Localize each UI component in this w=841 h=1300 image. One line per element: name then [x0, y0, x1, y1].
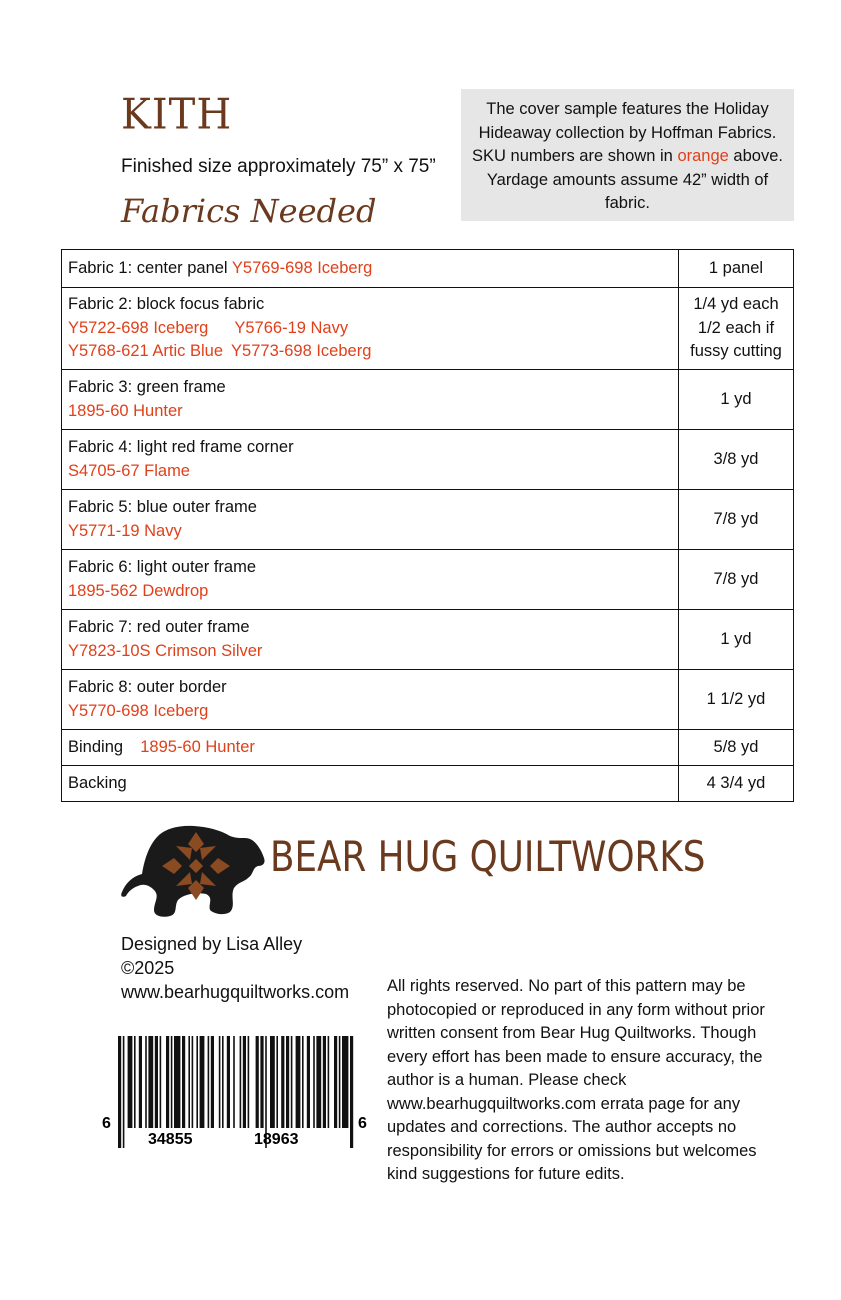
website: www.bearhugquiltworks.com	[121, 982, 350, 1002]
fabric-description	[62, 490, 679, 550]
table-row	[62, 670, 794, 730]
fabric-sku: Y5766-19 Navy	[234, 318, 349, 337]
fabric-label: Fabric 3: green frame	[68, 378, 226, 396]
bear-logo-icon	[118, 822, 268, 922]
fabric-amount: 4 3/4 yd	[679, 766, 794, 802]
credits	[121, 932, 349, 1004]
fabric-label: Fabric 4: light red frame corner	[68, 438, 294, 456]
fabric-label: Binding	[68, 737, 124, 756]
fabric-description	[62, 670, 679, 730]
fabric-note	[461, 89, 794, 221]
fabric-label: Backing	[68, 773, 127, 792]
fabric-sku: 1895-60 Hunter	[68, 401, 183, 420]
fabric-description	[62, 430, 679, 490]
fabric-amount: 1 1/2 yd	[679, 670, 794, 730]
fabric-sku: Y5722-698 Iceberg	[68, 318, 209, 337]
fabrics-heading: Fabrics Needed	[121, 192, 377, 230]
fabric-description	[62, 550, 679, 610]
table-row	[62, 430, 794, 490]
barcode-check-digit: 6	[358, 1115, 367, 1132]
table-row	[62, 610, 794, 670]
fabric-description	[62, 730, 679, 766]
fabric-sku: S4705-67 Flame	[68, 461, 190, 480]
table-row	[62, 288, 794, 370]
fabric-sku: Y5769-698 Iceberg	[231, 258, 373, 277]
barcode	[100, 1036, 370, 1148]
fabric-sku: 1895-562 Dewdrop	[68, 581, 209, 600]
fabric-sku: Y5770-698 Iceberg	[68, 701, 209, 720]
fabric-sku: Y5771-19 Navy	[68, 521, 182, 540]
fabric-amount: 7/8 yd	[679, 550, 794, 610]
fabric-label: Fabric 7: red outer frame	[68, 618, 250, 636]
fabrics-table	[61, 249, 794, 802]
table-row	[62, 250, 794, 288]
fabric-amount: 5/8 yd	[679, 730, 794, 766]
fabric-label: Fabric 1: center panel	[68, 258, 228, 277]
fabric-label: Fabric 2: block focus fabric	[68, 295, 265, 314]
note-highlight: orange	[677, 147, 729, 165]
fabric-label: Fabric 5: blue outer frame	[68, 498, 257, 516]
fabric-description	[62, 288, 679, 370]
table-row	[62, 766, 794, 802]
pattern-title: KITH	[121, 90, 233, 140]
fabric-label: Fabric 6: light outer frame	[68, 558, 256, 576]
barcode-left-group: 34855	[148, 1131, 193, 1148]
fabric-sku: Y7823-10S Crimson Silver	[68, 641, 263, 660]
amount-line: 1/4 yd each	[693, 295, 779, 314]
amount-line: 1/2 each if	[697, 318, 775, 337]
barcode-right-group: 18963	[254, 1131, 299, 1148]
fabric-amount: 1 yd	[679, 610, 794, 670]
finished-size: Finished size approximately 75” x 75”	[121, 156, 436, 177]
fabric-label: Fabric 8: outer border	[68, 678, 227, 696]
fabric-sku: Y5768-621 Artic Blue	[68, 342, 224, 361]
rights-notice: All rights reserved. No part of this pattern may be photocopied or reproduced in any form without prior written consent from Bear Hug Quiltworks. Though every effort has been made to ensure accuracy, the author is a human. Please check www.bearhugquiltworks.com errata page for any updates and corrections. The author accepts no responsibility for errors or omissions but welcomes kind suggestions for future edits.	[387, 977, 765, 1183]
table-row	[62, 490, 794, 550]
copyright: ©2025	[121, 958, 175, 978]
table-row	[62, 370, 794, 430]
fabric-amount: 3/8 yd	[679, 430, 794, 490]
fabric-description	[62, 370, 679, 430]
designer: Designed by Lisa Alley	[121, 934, 303, 954]
brand-name: BEAR HUG QUILTWORKS	[270, 832, 706, 881]
table-row	[62, 730, 794, 766]
fabric-amount: 1 panel	[679, 250, 794, 288]
barcode-lead-digit: 6	[102, 1115, 111, 1132]
amount-line: fussy cutting	[690, 342, 782, 361]
fabric-amount: 1 yd	[679, 370, 794, 430]
table-row	[62, 550, 794, 610]
fabric-sku: 1895-60 Hunter	[140, 737, 255, 756]
note-text-after: above. Yardage amounts assume 42” width of fabric.	[486, 147, 783, 212]
note-text-before: The cover sample features the Holiday Hideaway collection by Hoffman Fabrics. SKU numbers are shown in	[472, 100, 777, 165]
fabric-description	[62, 250, 679, 288]
fabric-sku: Y5773-698 Iceberg	[231, 342, 372, 361]
fabric-amount	[679, 288, 794, 370]
fabric-description	[62, 610, 679, 670]
fabric-description	[62, 766, 679, 802]
fabric-amount: 7/8 yd	[679, 490, 794, 550]
